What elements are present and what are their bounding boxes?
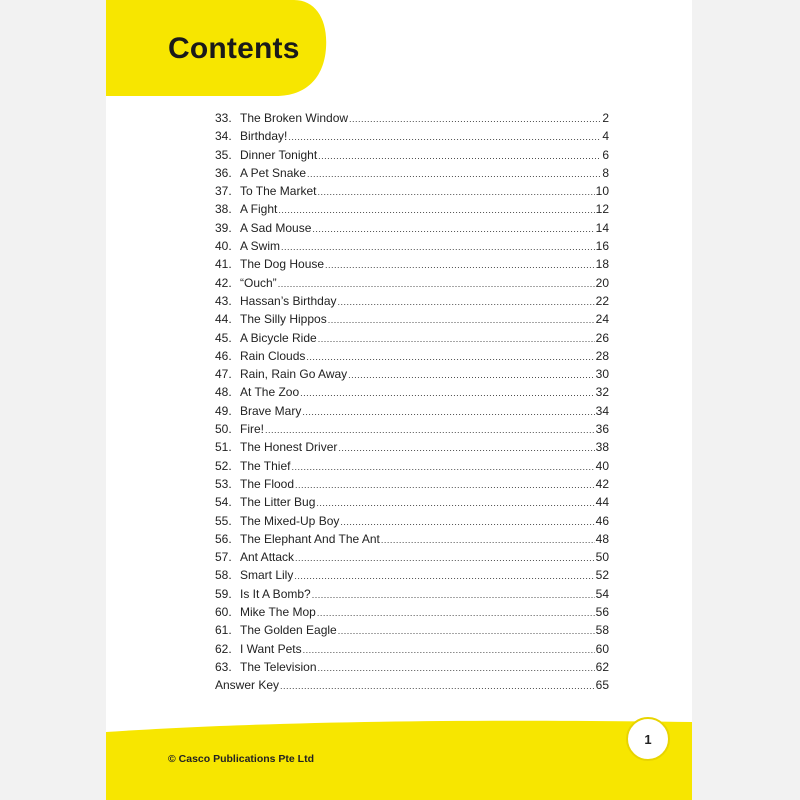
toc-dot-leader <box>295 476 595 494</box>
toc-entry <box>215 621 609 639</box>
toc-entry-number: 56. <box>215 531 232 546</box>
toc-dot-leader <box>338 293 595 311</box>
toc-dot-leader <box>295 549 595 567</box>
copyright-notice: © Casco Publications Pte Ltd <box>168 753 315 765</box>
toc-entry-page: 40 <box>595 458 609 473</box>
toc-entry-number: 57. <box>215 550 232 565</box>
toc-entry-page: 42 <box>595 476 609 491</box>
toc-dot-leader <box>265 421 595 439</box>
toc-dot-leader <box>294 567 594 585</box>
toc-entry-title: The Silly Hippos <box>240 312 327 327</box>
toc-entry-title: The Television <box>240 659 317 674</box>
toc-entry-number: 35. <box>215 147 232 162</box>
toc-entry-title: A Swim <box>240 239 281 254</box>
toc-entry-title: Answer Key <box>215 678 280 693</box>
toc-dot-leader <box>280 677 595 695</box>
toc-entry-number: 46. <box>215 348 232 363</box>
toc-entry-page: 22 <box>595 293 609 308</box>
toc-dot-leader <box>325 256 595 274</box>
toc-entry-page: 12 <box>595 202 609 217</box>
toc-dot-leader <box>338 622 595 640</box>
toc-entry-number: 62. <box>215 641 232 656</box>
toc-entry-page: 54 <box>595 586 609 601</box>
toc-dot-leader <box>300 384 594 402</box>
toc-entry-title: The Thief <box>240 458 291 473</box>
toc-entry-number: 63. <box>215 659 232 674</box>
toc-entry-number: 48. <box>215 385 232 400</box>
toc-entry <box>215 347 609 365</box>
toc-entry-title: Brave Mary <box>240 403 302 418</box>
toc-entry <box>215 127 609 145</box>
toc-entry-number: 33. <box>215 111 232 125</box>
toc-entry-number: 55. <box>215 513 232 528</box>
toc-entry-number: 44. <box>215 312 232 327</box>
toc-entry-title: Birthday! <box>240 129 288 144</box>
toc-entry-title: Rain, Rain Go Away <box>240 367 348 382</box>
toc-dot-leader <box>288 128 601 146</box>
toc-entry-number: 61. <box>215 623 232 638</box>
toc-entry-number: 36. <box>215 165 232 180</box>
document-page <box>106 0 692 800</box>
toc-dot-leader <box>278 275 595 293</box>
toc-entry <box>215 493 609 511</box>
toc-entry <box>215 329 609 347</box>
toc-entry-title: A Pet Snake <box>240 165 307 180</box>
page-number: 1 <box>644 731 652 747</box>
toc-entry-number: 34. <box>215 129 232 144</box>
toc-entry-number: 49. <box>215 403 232 418</box>
toc-entry-number: 53. <box>215 476 232 491</box>
toc-entry <box>215 109 609 127</box>
toc-dot-leader <box>328 311 595 329</box>
toc-entry <box>215 310 609 328</box>
toc-entry-title: The Broken Window <box>240 111 349 125</box>
toc-dot-leader <box>317 183 594 201</box>
toc-entry-number: 47. <box>215 367 232 382</box>
toc-entry <box>215 237 609 255</box>
toc-dot-leader <box>307 165 601 183</box>
toc-entry-title: A Fight <box>240 202 278 217</box>
toc-entry-page: 16 <box>595 239 609 254</box>
toc-entry <box>215 420 609 438</box>
toc-entry-title: Is It A Bomb? <box>240 586 311 601</box>
toc-entry <box>215 255 609 273</box>
toc-entry <box>215 274 609 292</box>
toc-entry-page: 18 <box>595 257 609 272</box>
toc-entry-page: 38 <box>595 440 609 455</box>
toc-entry-title: A Sad Mouse <box>240 220 312 235</box>
toc-dot-leader <box>318 147 601 165</box>
toc-dot-leader <box>381 531 595 549</box>
toc-entry-title: A Bicycle Ride <box>240 330 317 345</box>
toc-entry-number: 43. <box>215 293 232 308</box>
toc-entry-title: The Litter Bug <box>240 495 316 510</box>
toc-entry-page: 26 <box>595 330 609 345</box>
toc-entry-title: The Dog House <box>240 257 325 272</box>
toc-entry <box>215 164 609 182</box>
toc-entry-number: 37. <box>215 184 232 199</box>
toc-entry-title: The Mixed-Up Boy <box>240 513 340 528</box>
toc-entry-page: 14 <box>595 220 609 235</box>
toc-dot-leader <box>291 458 594 476</box>
toc-entry <box>215 365 609 383</box>
toc-entry <box>215 200 609 218</box>
toc-entry <box>215 402 609 420</box>
toc-dot-leader <box>318 330 595 348</box>
toc-dot-leader <box>281 238 595 256</box>
toc-entry <box>215 566 609 584</box>
toc-entry-title: I Want Pets <box>240 641 302 656</box>
toc-entry <box>215 475 609 493</box>
toc-entry <box>215 146 609 164</box>
toc-dot-leader <box>349 110 601 128</box>
toc-entry-page: 44 <box>595 495 609 510</box>
page-number-badge <box>626 717 670 761</box>
toc-entry-page: 28 <box>595 348 609 363</box>
toc-entry-title: Ant Attack <box>240 550 295 565</box>
toc-entry-number: 38. <box>215 202 232 217</box>
toc-entry-page: 2 <box>602 111 609 125</box>
toc-entry-number: 39. <box>215 220 232 235</box>
toc-entry <box>215 658 609 676</box>
toc-entry-page: 48 <box>595 531 609 546</box>
toc-entry-number: 58. <box>215 568 232 583</box>
toc-entry-title: “Ouch” <box>240 275 277 290</box>
toc-entry-title: The Honest Driver <box>240 440 338 455</box>
toc-entry-title: Hassan’s Birthday <box>240 293 337 308</box>
toc-entry-number: 40. <box>215 239 232 254</box>
toc-dot-leader <box>303 641 595 659</box>
toc-entry-number: 54. <box>215 495 232 510</box>
toc-dot-leader <box>316 494 594 512</box>
toc-entry <box>215 457 609 475</box>
toc-dot-leader <box>317 604 595 622</box>
toc-entry-page: 24 <box>595 312 609 327</box>
toc-entry-page: 60 <box>595 641 609 656</box>
toc-entry <box>215 585 609 603</box>
toc-entry-number: 41. <box>215 257 232 272</box>
toc-entry-number: 45. <box>215 330 232 345</box>
toc-entry-page: 52 <box>595 568 609 583</box>
toc-entry-page: 56 <box>595 605 609 620</box>
toc-entry <box>215 182 609 200</box>
toc-entry <box>215 219 609 237</box>
toc-entry-title: Smart Lily <box>240 568 294 583</box>
toc-entry-title: At The Zoo <box>240 385 300 400</box>
toc-entry-number: 50. <box>215 422 232 437</box>
toc-entry-page: 62 <box>595 659 609 674</box>
toc-entry-page: 65 <box>595 678 609 693</box>
toc-entry-title: The Flood <box>240 476 295 491</box>
toc-entry-number: 52. <box>215 458 232 473</box>
toc-entry-page: 32 <box>595 385 609 400</box>
toc-entry-page: 50 <box>595 550 609 565</box>
toc-entry-title: Rain Clouds <box>240 348 306 363</box>
toc-entry-page: 20 <box>595 275 609 290</box>
toc-entry-page: 10 <box>595 184 609 199</box>
toc-entry-number: 60. <box>215 605 232 620</box>
toc-entry-page: 30 <box>595 367 609 382</box>
toc-entry-page: 46 <box>595 513 609 528</box>
toc-dot-leader <box>318 659 595 677</box>
toc-entry-title: The Elephant And The Ant <box>240 531 380 546</box>
toc-entry <box>215 438 609 456</box>
toc-entry-page: 36 <box>595 422 609 437</box>
toc-dot-leader <box>338 439 594 457</box>
toc-entry <box>215 603 609 621</box>
toc-entry-page: 34 <box>595 403 609 418</box>
toc-entry-title: Dinner Tonight <box>240 147 318 162</box>
toc-entry <box>215 548 609 566</box>
toc-entry <box>215 640 609 658</box>
toc-entry <box>215 292 609 310</box>
toc-entry <box>215 676 609 694</box>
table-of-contents <box>215 109 609 695</box>
toc-dot-leader <box>312 586 595 604</box>
toc-entry-number: 42. <box>215 275 232 290</box>
toc-entry-title: To The Market <box>240 184 317 199</box>
toc-entry-title: Mike The Mop <box>240 605 316 620</box>
toc-entry-page: 6 <box>602 147 609 162</box>
toc-entry-number: 59. <box>215 586 232 601</box>
toc-dot-leader <box>348 366 594 384</box>
toc-dot-leader <box>302 403 594 421</box>
toc-entry-title: The Golden Eagle <box>240 623 337 638</box>
toc-entry <box>215 383 609 401</box>
page-title: Contents <box>168 32 300 65</box>
toc-entry-number: 51. <box>215 440 232 455</box>
toc-dot-leader <box>312 220 594 238</box>
toc-entry-page: 8 <box>602 165 609 180</box>
toc-entry-page: 4 <box>602 129 609 144</box>
toc-dot-leader <box>340 513 594 531</box>
toc-entry-page: 58 <box>595 623 609 638</box>
toc-entry-title: Fire! <box>240 422 264 437</box>
toc-dot-leader <box>306 348 594 366</box>
toc-entry <box>215 530 609 548</box>
toc-dot-leader <box>278 201 594 219</box>
toc-entry <box>215 512 609 530</box>
